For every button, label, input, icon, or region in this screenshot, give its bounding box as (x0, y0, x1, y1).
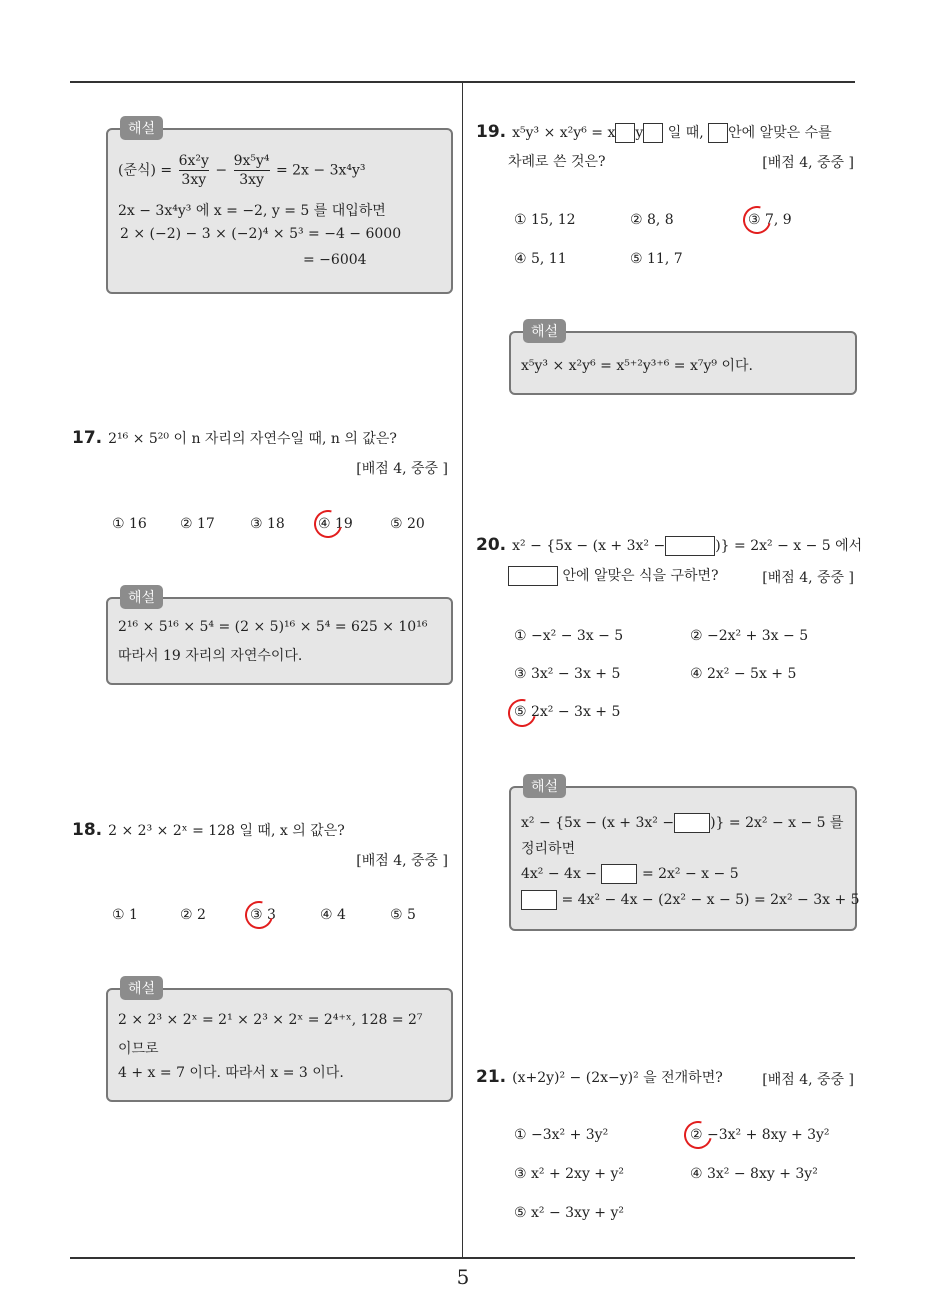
option-3[interactable]: ③ 7, 9 (748, 212, 792, 228)
option-2[interactable]: ② −2x² + 3x − 5 (690, 628, 809, 644)
question-number: 17. (72, 428, 103, 448)
option-1[interactable]: ① 1 (112, 907, 138, 923)
question-text: y (635, 125, 644, 141)
question-text: 안에 알맞은 수를 (728, 125, 832, 141)
solution-label: 해설 (523, 774, 566, 798)
minus-sign: − (215, 162, 228, 179)
option-3[interactable]: ③ 18 (250, 516, 285, 532)
question-20 (476, 531, 862, 560)
question-19 (476, 118, 832, 147)
denominator: 3xy (239, 172, 264, 188)
question-21 (476, 1063, 723, 1092)
blank-box (508, 566, 558, 586)
solution-line: 따라서 19 자리의 자연수이다. (118, 648, 303, 664)
question-text: x⁵y³ × x²y⁶ = x (512, 125, 616, 141)
denominator: 3xy (181, 172, 207, 188)
option-2[interactable]: ② 17 (180, 516, 215, 532)
question-meta: [배점 4, 중중 ] (762, 570, 854, 586)
column-divider (462, 82, 463, 1258)
question-number: 21. (476, 1067, 507, 1087)
blank-box (521, 890, 557, 910)
page-number: 5 (456, 1265, 470, 1289)
solution-text: (준식) = (118, 162, 173, 179)
solution-text: 4x² − 4x − (521, 866, 598, 882)
option-4[interactable]: ④ 19 (318, 516, 353, 532)
answer-mark (679, 1116, 717, 1154)
blank-box (708, 123, 728, 143)
question-text: (x+2y)² − (2x−y)² 을 전개하면? (512, 1070, 723, 1086)
solution-label: 해설 (120, 976, 163, 1000)
solution-text: )} = 2x² − x − 5 를 (710, 815, 844, 831)
question-19-line2: 차례로 쓴 것은? (508, 154, 606, 170)
question-18 (72, 816, 345, 845)
question-meta: [배점 4, 중중 ] (762, 1072, 854, 1088)
question-meta: [배점 4, 중중 ] (762, 155, 854, 171)
option-1[interactable]: ① 15, 12 (514, 212, 576, 228)
option-4[interactable]: ④ 5, 11 (514, 251, 567, 267)
question-number: 20. (476, 535, 507, 555)
solution-box-18 (106, 981, 453, 1102)
option-1[interactable]: ① 16 (112, 516, 147, 532)
question-text: x² − {5x − (x + 3x² − (512, 538, 666, 554)
numerator: 9x⁵y⁴ (233, 153, 270, 169)
solution-line: = −6004 (303, 252, 367, 268)
blank-box (615, 123, 635, 143)
fraction (179, 152, 209, 189)
solution-line (118, 152, 366, 189)
question-text: 2 × 2³ × 2ˣ = 128 일 때, x 의 값은? (108, 823, 345, 839)
solution-text: = 4x² − 4x − (2x² − x − 5) = 2x² − 3x + 5 (561, 892, 860, 908)
solution-text: = 2x − 3x⁴y³ (275, 162, 366, 179)
option-4[interactable]: ④ 3x² − 8xy + 3y² (690, 1166, 818, 1182)
solution-line: 2x − 3x⁴y³ 에 x = −2, y = 5 를 대입하면 (118, 203, 386, 219)
answer-mark (309, 505, 347, 543)
solution-line: 4 + x = 7 이다. 따라서 x = 3 이다. (118, 1065, 344, 1081)
solution-line: 이므로 (118, 1041, 159, 1057)
option-1[interactable]: ① −x² − 3x − 5 (514, 628, 624, 644)
solution-box-20 (509, 779, 860, 931)
question-meta: [배점 4, 중중 ] (356, 853, 448, 869)
numerator: 6x²y (178, 153, 209, 169)
answer-mark (738, 201, 776, 239)
question-text: 일 때, (663, 125, 704, 141)
question-number: 18. (72, 820, 103, 840)
solution-line (521, 890, 860, 910)
solution-box-16 (106, 121, 453, 294)
option-3[interactable]: ③ 3 (250, 907, 276, 923)
option-5[interactable]: ⑤ x² − 3xy + y² (514, 1205, 625, 1221)
option-5[interactable]: ⑤ 5 (390, 907, 416, 923)
solution-box-19 (509, 324, 857, 395)
option-5[interactable]: ⑤ 2x² − 3x + 5 (514, 704, 621, 720)
solution-line: 2 × (−2) − 3 × (−2)⁴ × 5³ = −4 − 6000 (120, 226, 402, 242)
solution-label: 해설 (523, 319, 566, 343)
option-2[interactable]: ② 2 (180, 907, 206, 923)
fraction (234, 152, 270, 189)
solution-line: 2¹⁶ × 5¹⁶ × 5⁴ = (2 × 5)¹⁶ × 5⁴ = 625 × 10¹⁶ (118, 619, 428, 635)
solution-line: 2 × 2³ × 2ˣ = 2¹ × 2³ × 2ˣ = 2⁴⁺ˣ, 128 = 2⁷ (118, 1012, 423, 1028)
option-4[interactable]: ④ 4 (320, 907, 346, 923)
blank-box (674, 813, 710, 833)
solution-box-17 (106, 590, 453, 685)
solution-line: 정리하면 (521, 841, 576, 857)
footer-rule (70, 1257, 855, 1259)
solution-text: x² − {5x − (x + 3x² − (521, 815, 675, 831)
question-meta: [배점 4, 중중 ] (356, 461, 448, 477)
question-number: 19. (476, 122, 507, 142)
option-2[interactable]: ② −3x² + 8xy + 3y² (690, 1127, 830, 1143)
blank-box (643, 123, 663, 143)
solution-line: x⁵y³ × x²y⁶ = x⁵⁺²y³⁺⁶ = x⁷y⁹ 이다. (521, 358, 753, 374)
question-text: )} = 2x² − x − 5 에서 (715, 538, 863, 554)
option-5[interactable]: ⑤ 20 (390, 516, 425, 532)
answer-mark (503, 694, 541, 732)
solution-line (521, 864, 739, 884)
solution-line (521, 812, 844, 833)
question-20-line2 (508, 562, 719, 590)
option-5[interactable]: ⑤ 11, 7 (630, 251, 683, 267)
blank-box (601, 864, 637, 884)
option-2[interactable]: ② 8, 8 (630, 212, 674, 228)
answer-mark (240, 896, 278, 934)
solution-label: 해설 (120, 585, 163, 609)
option-4[interactable]: ④ 2x² − 5x + 5 (690, 666, 797, 682)
blank-box (665, 536, 715, 556)
solution-label: 해설 (120, 116, 163, 140)
solution-text: = 2x² − x − 5 (641, 866, 739, 882)
question-17 (72, 424, 397, 453)
question-text: 2¹⁶ × 5²⁰ 이 n 자리의 자연수일 때, n 의 값은? (108, 431, 397, 447)
option-1[interactable]: ① −3x² + 3y² (514, 1127, 609, 1143)
question-text: 안에 알맞은 식을 구하면? (562, 568, 719, 584)
option-3[interactable]: ③ x² + 2xy + y² (514, 1166, 625, 1182)
option-3[interactable]: ③ 3x² − 3x + 5 (514, 666, 621, 682)
